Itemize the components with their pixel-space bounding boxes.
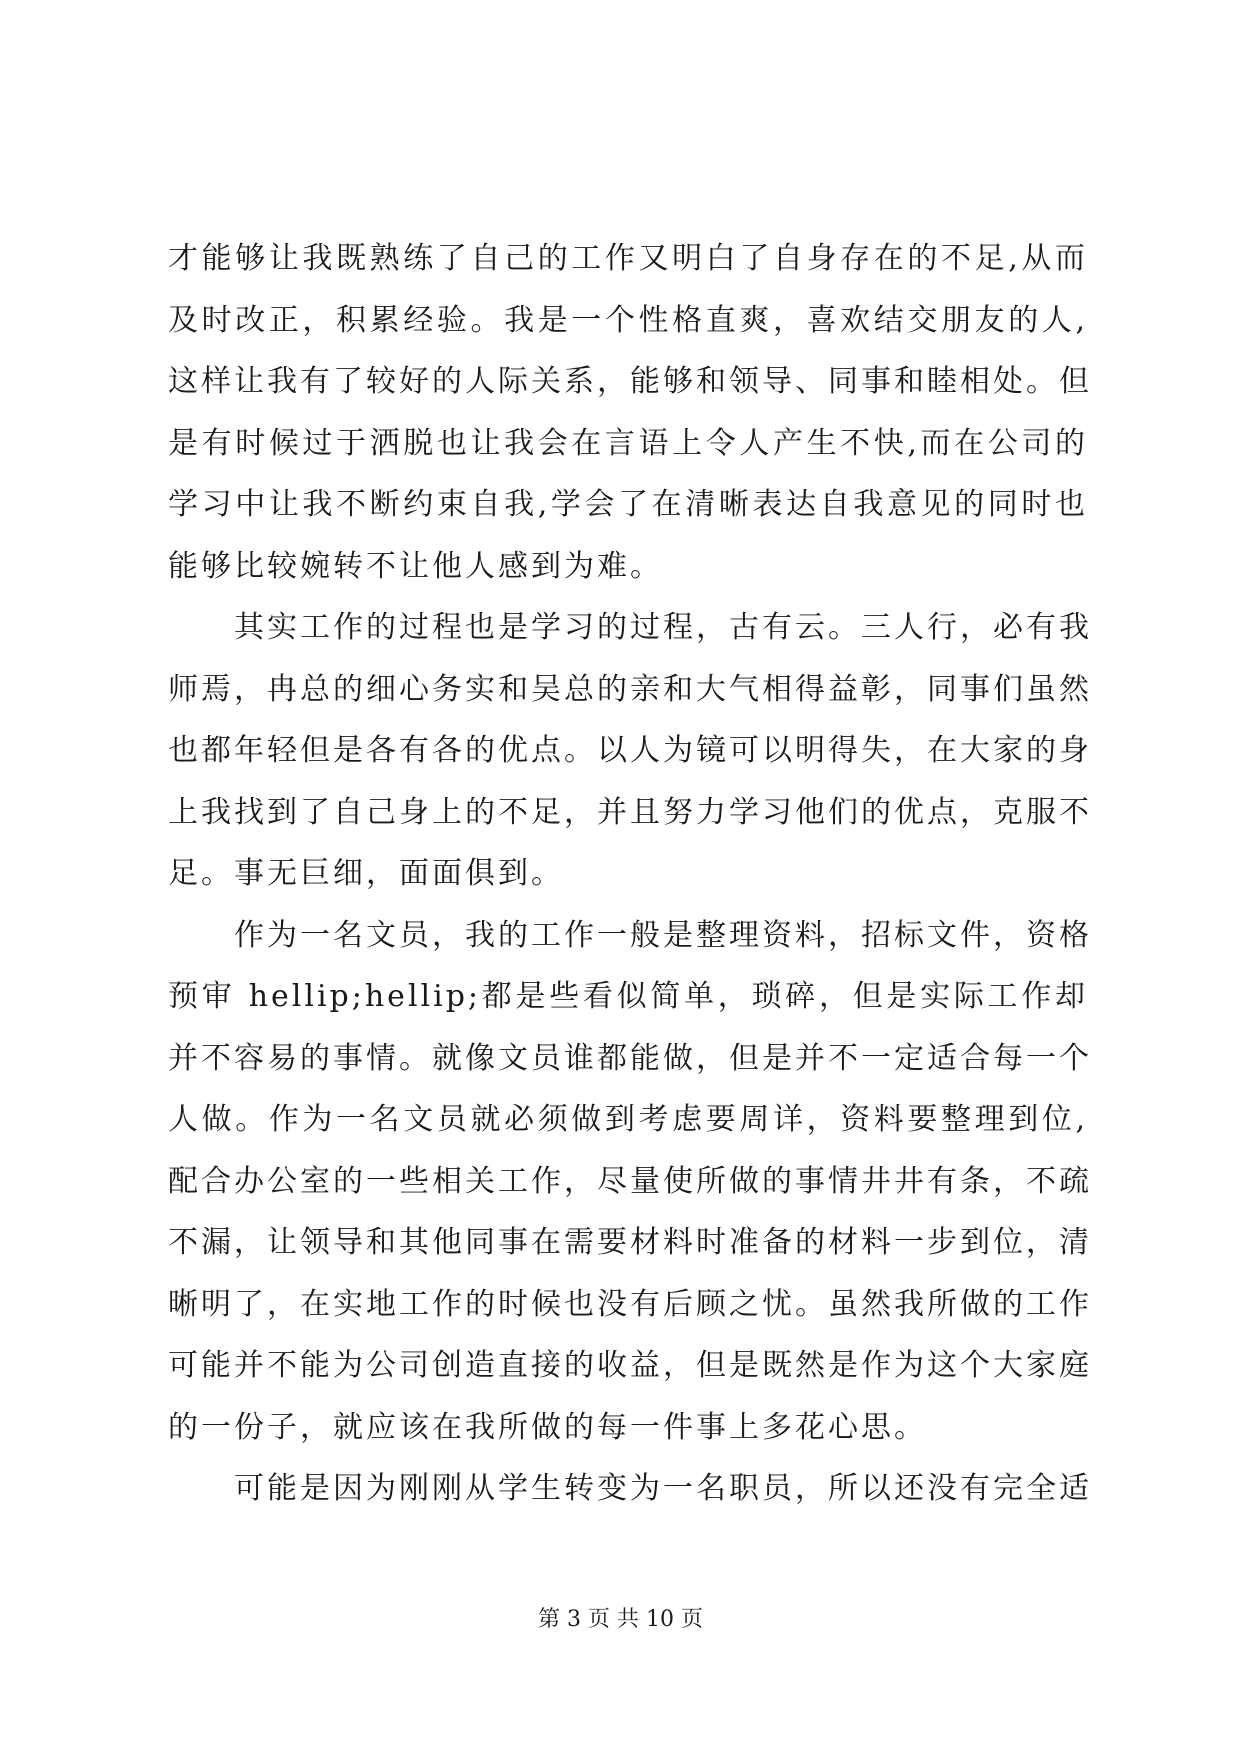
text-line: 人做。作为一名文员就必须做到考虑要周详，资料要整理到位, [168, 1102, 1088, 1137]
text-line: 不漏，让领导和其他同事在需要材料时准备的材料一步到位，清 [168, 1225, 1092, 1260]
text-line: 学习中让我不断约束自我,学会了在清晰表达自我意见的同时也 [168, 487, 1088, 522]
page-footer: 第 3 页 共 10 页 [538, 1607, 703, 1632]
text-line: 晰明了，在实地工作的时候也没有后顾之忧。虽然我所做的工作 [168, 1286, 1092, 1322]
text-line: 才能够让我既熟练了自己的工作又明白了自身存在的不足,从而 [168, 241, 1088, 276]
text-line: 也都年轻但是各有各的优点。以人为镜可以明得失，在大家的身 [168, 733, 1092, 768]
paragraph-first-line: 可能是因为刚刚从学生转变为一名职员，所以还没有完全适 [234, 1471, 1092, 1506]
text-line: 及时改正，积累经验。我是一个性格直爽，喜欢结交朋友的人, [168, 302, 1088, 338]
text-line: 的一份子，就应该在我所做的每一件事上多花心思。 [168, 1409, 927, 1445]
paragraph-first-line: 其实工作的过程也是学习的过程，古有云。三人行，必有我 [234, 610, 1092, 645]
paragraph-first-line: 作为一名文员，我的工作一般是整理资料，招标文件，资格 [234, 917, 1092, 953]
text-line: 预审 hellip;hellip;都是些看似简单，琐碎，但是实际工作却 [168, 979, 1088, 1014]
text-line: 可能并不能为公司创造直接的收益，但是既然是作为这个大家庭 [168, 1348, 1092, 1383]
text-line: 这样让我有了较好的人际关系，能够和领导、同事和睦相处。但 [168, 364, 1092, 399]
text-line: 是有时候过于洒脱也让我会在言语上令人产生不快,而在公司的 [168, 425, 1088, 461]
text-line: 配合办公室的一些相关工作，尽量使所做的事情井井有条，不疏 [168, 1163, 1092, 1199]
text-line: 师焉，冉总的细心务实和吴总的亲和大气相得益彰，同事们虽然 [168, 671, 1092, 707]
text-line: 上我找到了自己身上的不足，并且努力学习他们的优点，克服不 [168, 794, 1092, 830]
text-line: 能够比较婉转不让他人感到为难。 [168, 548, 663, 584]
text-line: 并不容易的事情。就像文员谁都能做，但是并不一定适合每一个 [168, 1040, 1092, 1076]
text-line: 足。事无巨细，面面俱到。 [168, 856, 564, 891]
document-body [168, 228, 1092, 1520]
